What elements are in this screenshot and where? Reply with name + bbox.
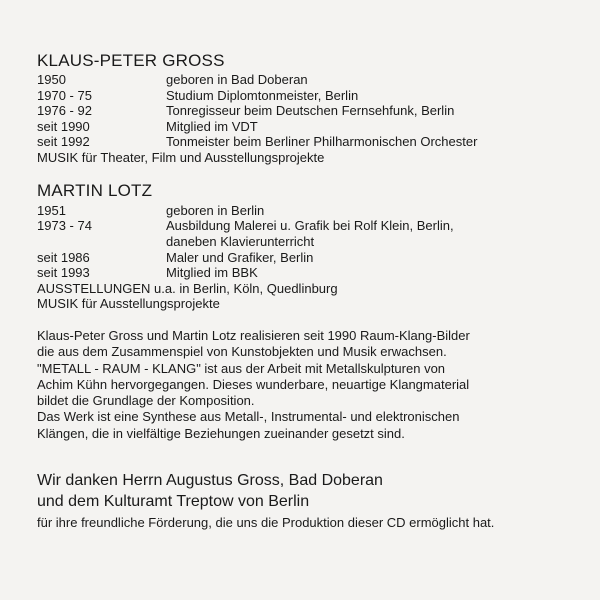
entry-year: seit 1990	[37, 119, 90, 134]
entry-text: Studium Diplomtonmeister, Berlin	[166, 88, 359, 103]
person2-entry	[37, 234, 314, 249]
paragraph-line: Das Werk ist eine Synthese aus Metall-, Instrumental- und elektronischen	[37, 409, 460, 425]
entry-year: 1970 - 75	[37, 88, 92, 103]
entry-year: 1973 - 74	[37, 218, 92, 233]
person2-entry	[37, 203, 264, 218]
person1-name: KLAUS-PETER GROSS	[37, 51, 225, 70]
entry-year: seit 1993	[37, 265, 90, 280]
entry-text: Mitglied im BBK	[166, 265, 258, 280]
entry-text: Ausbildung Malerei u. Grafik bei Rolf Klein, Berlin,	[166, 218, 454, 233]
entry-text: Tonregisseur beim Deutschen Fernsehfunk, Berlin	[166, 103, 455, 118]
entry-year: seit 1986	[37, 250, 90, 265]
paragraph-line: "METALL - RAUM - KLANG" ist aus der Arbeit mit Metallskulpturen von	[37, 360, 446, 376]
person2-entry	[37, 218, 454, 233]
paragraph-line: Klaus-Peter Gross und Martin Lotz realisieren seit 1990 Raum-Klang-Bilder	[37, 328, 470, 343]
person2-music: MUSIK für Ausstellungsprojekte	[37, 296, 220, 311]
entry-text: geboren in Bad Doberan	[166, 72, 308, 87]
person1-entry	[37, 103, 454, 118]
person1-music: MUSIK für Theater, Film und Ausstellungsprojekte	[37, 150, 325, 165]
paragraph-line: Klängen, die in vielfältige Beziehungen zueinander gesetzt sind.	[37, 425, 405, 441]
entry-year: 1950	[37, 72, 66, 87]
entry-year: seit 1992	[37, 134, 90, 149]
person1-entry	[37, 72, 308, 87]
person2-entry	[37, 265, 258, 280]
person2-entry	[37, 250, 313, 265]
entry-text: Maler und Grafiker, Berlin	[166, 250, 314, 265]
entry-year: 1976 - 92	[37, 103, 92, 118]
entry-text: Tonmeister beim Berliner Philharmonischen Orchester	[166, 134, 478, 149]
description-paragraph	[37, 328, 577, 442]
person1-entry	[37, 134, 477, 149]
thanks-line-2: und dem Kulturamt Treptow von Berlin	[37, 493, 310, 510]
person1-entry	[37, 88, 358, 103]
entry-year: 1951	[37, 203, 66, 218]
person1-entry	[37, 119, 258, 134]
entry-text: geboren in Berlin	[166, 203, 265, 218]
thanks-line-3: für ihre freundliche Förderung, die uns die Produktion dieser CD ermöglicht hat.	[37, 515, 495, 530]
paragraph-line: Achim Kühn hervorgegangen. Dieses wunderbare, neuartige Klangmaterial	[37, 376, 470, 392]
paragraph-line: die aus dem Zusammenspiel von Kunstobjekten und Musik erwachsen.	[37, 344, 447, 360]
entry-text: Mitglied im VDT	[166, 119, 258, 134]
person2-name: MARTIN LOTZ	[37, 181, 153, 200]
thanks-line-1: Wir danken Herrn Augustus Gross, Bad Doberan	[37, 472, 383, 489]
person2-exhibitions: AUSSTELLUNGEN u.a. in Berlin, Köln, Quedlinburg	[37, 281, 338, 296]
entry-text: daneben Klavierunterricht	[166, 234, 315, 249]
paragraph-line: bildet die Grundlage der Komposition.	[37, 393, 255, 409]
